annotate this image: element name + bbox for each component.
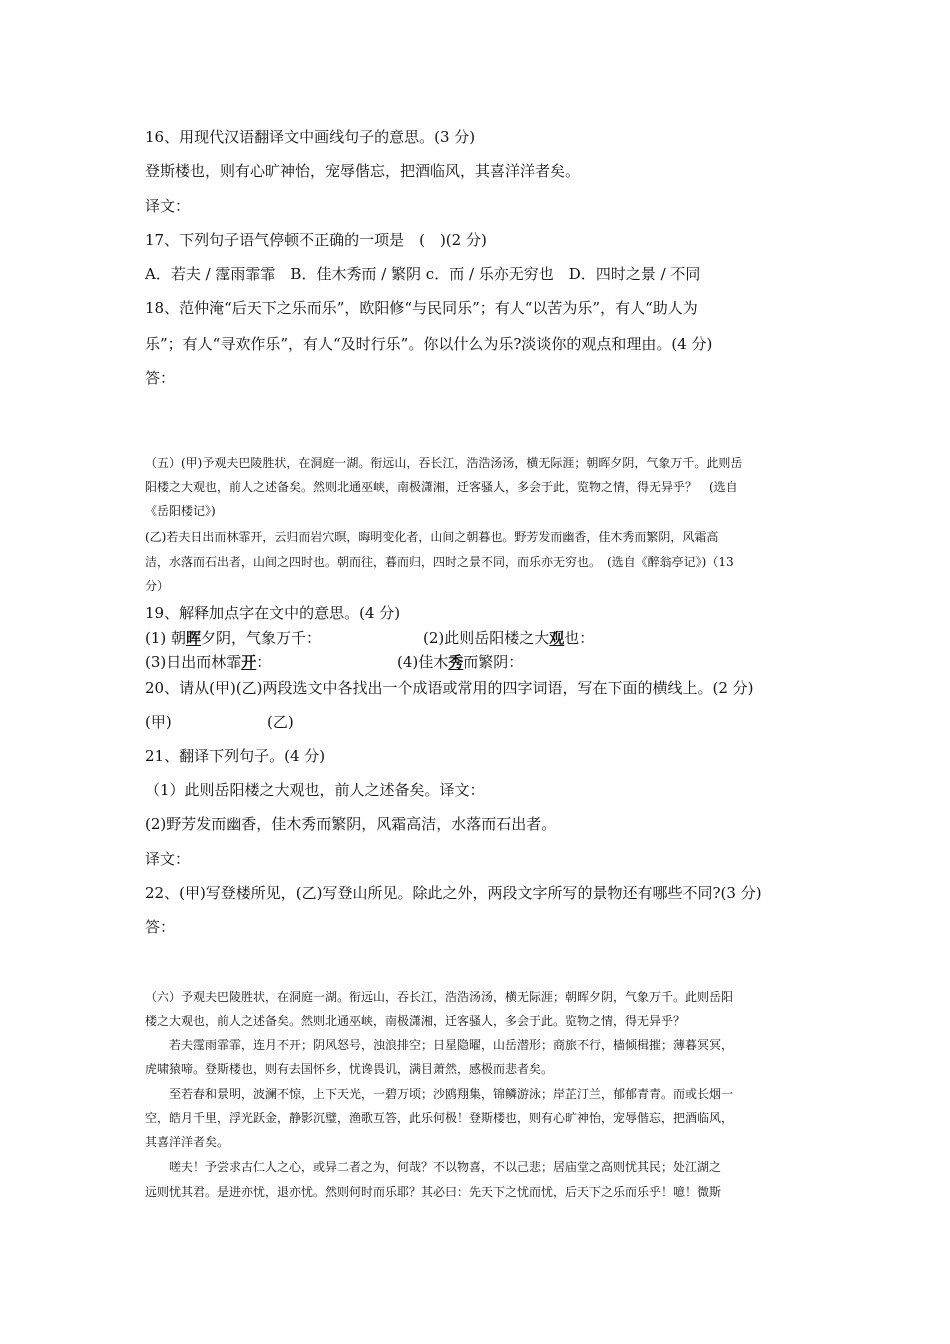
passage6-line2: 楼之大观也，前人之述备矣。然则北通巫峡，南极潇湘，迁客骚人，多会于此。览物之情，得无异乎？ bbox=[145, 1014, 686, 1028]
q16-sentence: 登斯楼也，则有心旷神怡，宠辱偕忘，把酒临风，其喜洋洋者矣。 bbox=[145, 162, 581, 180]
q19-item3-dotted-char: 开 bbox=[241, 653, 257, 671]
q21-answer-label: 译文： bbox=[145, 850, 191, 868]
q19-item2-dotted-char: 观 bbox=[549, 629, 565, 647]
q19-item1-dotted-char: 晖 bbox=[186, 629, 202, 647]
passage5-line4: (乙)若夫日出而林霏开，云归而岩穴暝，晦明变化者，山间之朝暮也。野芳发而幽香，佳木秀而繁阴，风霜高 bbox=[145, 530, 719, 544]
q19-item2 bbox=[423, 627, 594, 648]
q19-item4 bbox=[397, 651, 523, 672]
passage6-line3: 若夫霪雨霏霏，连月不开；阴风怒号，浊浪排空；日星隐曜，山岳潜形；商旅不行，樯倾楫摧；薄暮冥冥， bbox=[145, 1038, 734, 1052]
passage6-line9: 远则忧其君。是进亦忧，退亦忧。然则何时而乐耶？其必曰：先天下之忧而忧，后天下之乐而乐乎！噫！微斯 bbox=[145, 1185, 722, 1199]
q18-line2: 乐”；有人“寻欢作乐”，有人“及时行乐”。你以什么为乐?淡谈你的观点和理由。(4 分) bbox=[145, 335, 713, 353]
q22-answer-label: 答： bbox=[145, 918, 176, 936]
q18-answer-label: 答： bbox=[145, 369, 176, 387]
q19-item4-pre: (4)佳木 bbox=[397, 653, 449, 671]
q20-label-a: (甲) bbox=[145, 713, 172, 731]
q18-line1: 18、范仲淹“后天下之乐而乐”，欧阳修“与民同乐”；有人“以苦为乐”，有人“助人为 bbox=[145, 299, 698, 317]
passage6-line1: （六）予观夫巴陵胜状，在洞庭一湖。衔远山，吞长江，浩浩汤汤，横无际涯；朝晖夕阴，气象万千。此则岳阳 bbox=[145, 990, 734, 1004]
q17-options: A．若夫 / 霪雨霏霏 B．佳木秀而 / 繁阴 c．而 / 乐亦无穷也 D．四时之景 / 不同 bbox=[145, 265, 701, 283]
q19-item3-post: ： bbox=[256, 653, 272, 671]
q16-answer-label: 译文： bbox=[145, 197, 191, 215]
q20-label-b: (乙) bbox=[267, 713, 294, 731]
q22-title: 22、(甲)写登楼所见，(乙)写登山所见。除此之外，两段文字所写的景物还有哪些不同?(3 分) bbox=[145, 884, 762, 902]
q19-item4-dotted-char: 秀 bbox=[448, 653, 464, 671]
passage6-line6: 空，皓月千里，浮光跃金，静影沉璧，渔歌互答，此乐何极！登斯楼也，则有心旷神怡，宠辱偕忘，把酒临风， bbox=[145, 1111, 734, 1125]
q21-item2: (2)野芳发而幽香，佳木秀而繁阴，风霜高洁，水落而石出者。 bbox=[145, 815, 557, 833]
q19-item3 bbox=[145, 651, 271, 672]
passage6-line7: 其喜洋洋者矣。 bbox=[145, 1135, 230, 1149]
passage5-line3: 《岳阳楼记》) bbox=[145, 504, 216, 518]
q19-item2-post: 也： bbox=[564, 629, 595, 647]
q19-item1-pre: (1) 朝 bbox=[145, 629, 187, 647]
passage6-line5: 至若春和景明，波澜不惊，上下天光，一碧万顷；沙鸥翔集，锦鳞游泳；岸芷汀兰，郁郁青青。而或长烟一 bbox=[145, 1087, 734, 1101]
q21-title: 21、翻译下列句子。(4 分) bbox=[145, 747, 326, 765]
q19-item1-post: 夕阴，气象万千： bbox=[201, 629, 322, 647]
q20-title: 20、请从(甲)(乙)两段选文中各找出一个成语或常用的四字词语，写在下面的横线上。(2 分) bbox=[145, 679, 754, 697]
passage5-line1: （五）(甲)予观夫巴陵胜状，在洞庭一湖。衔远山，吞长江，浩浩汤汤，横无际涯；朝晖夕阴，气象万千。此则岳 bbox=[145, 456, 743, 470]
q17-title: 17、下列句子语气停顿不正确的一项是 ( )(2 分) bbox=[145, 231, 487, 249]
q19-title: 19、解释加点字在文中的意思。(4 分) bbox=[145, 604, 401, 622]
q19-item3-pre: (3)日出而林霏 bbox=[145, 653, 242, 671]
q19-item4-post: 而繁阴： bbox=[463, 653, 524, 671]
q19-item2-pre: (2)此则岳阳楼之大 bbox=[423, 629, 550, 647]
passage6-line4: 虎啸猿啼。登斯楼也，则有去国怀乡，忧谗畏讥，满目萧然，感极而悲者矣。 bbox=[145, 1062, 554, 1076]
passage5-line6: 分） bbox=[145, 579, 170, 593]
passage5-line5: 洁，水落而石出者，山间之四时也。朝而往，暮而归，四时之景不同，而乐亦无穷也。 (选自《醉翁亭记》)（13 bbox=[145, 555, 734, 569]
q21-item1: （1）此则岳阳楼之大观也，前人之述备矣。译文： bbox=[145, 781, 485, 799]
passage6-line8: 嗟夫！予尝求古仁人之心，或异二者之为，何哉？不以物喜，不以己悲；居庙堂之高则忧其民；处江湖之 bbox=[145, 1160, 722, 1174]
q19-item1 bbox=[145, 627, 321, 648]
passage5-line2: 阳楼之大观也，前人之述备矣。然则北通巫峡，南极潇湘，迁客骚人，多会于此，览物之情，得无异乎？ (选自 bbox=[145, 480, 738, 494]
q16-title: 16、用现代汉语翻译文中画线句子的意思。(3 分) bbox=[145, 128, 476, 146]
